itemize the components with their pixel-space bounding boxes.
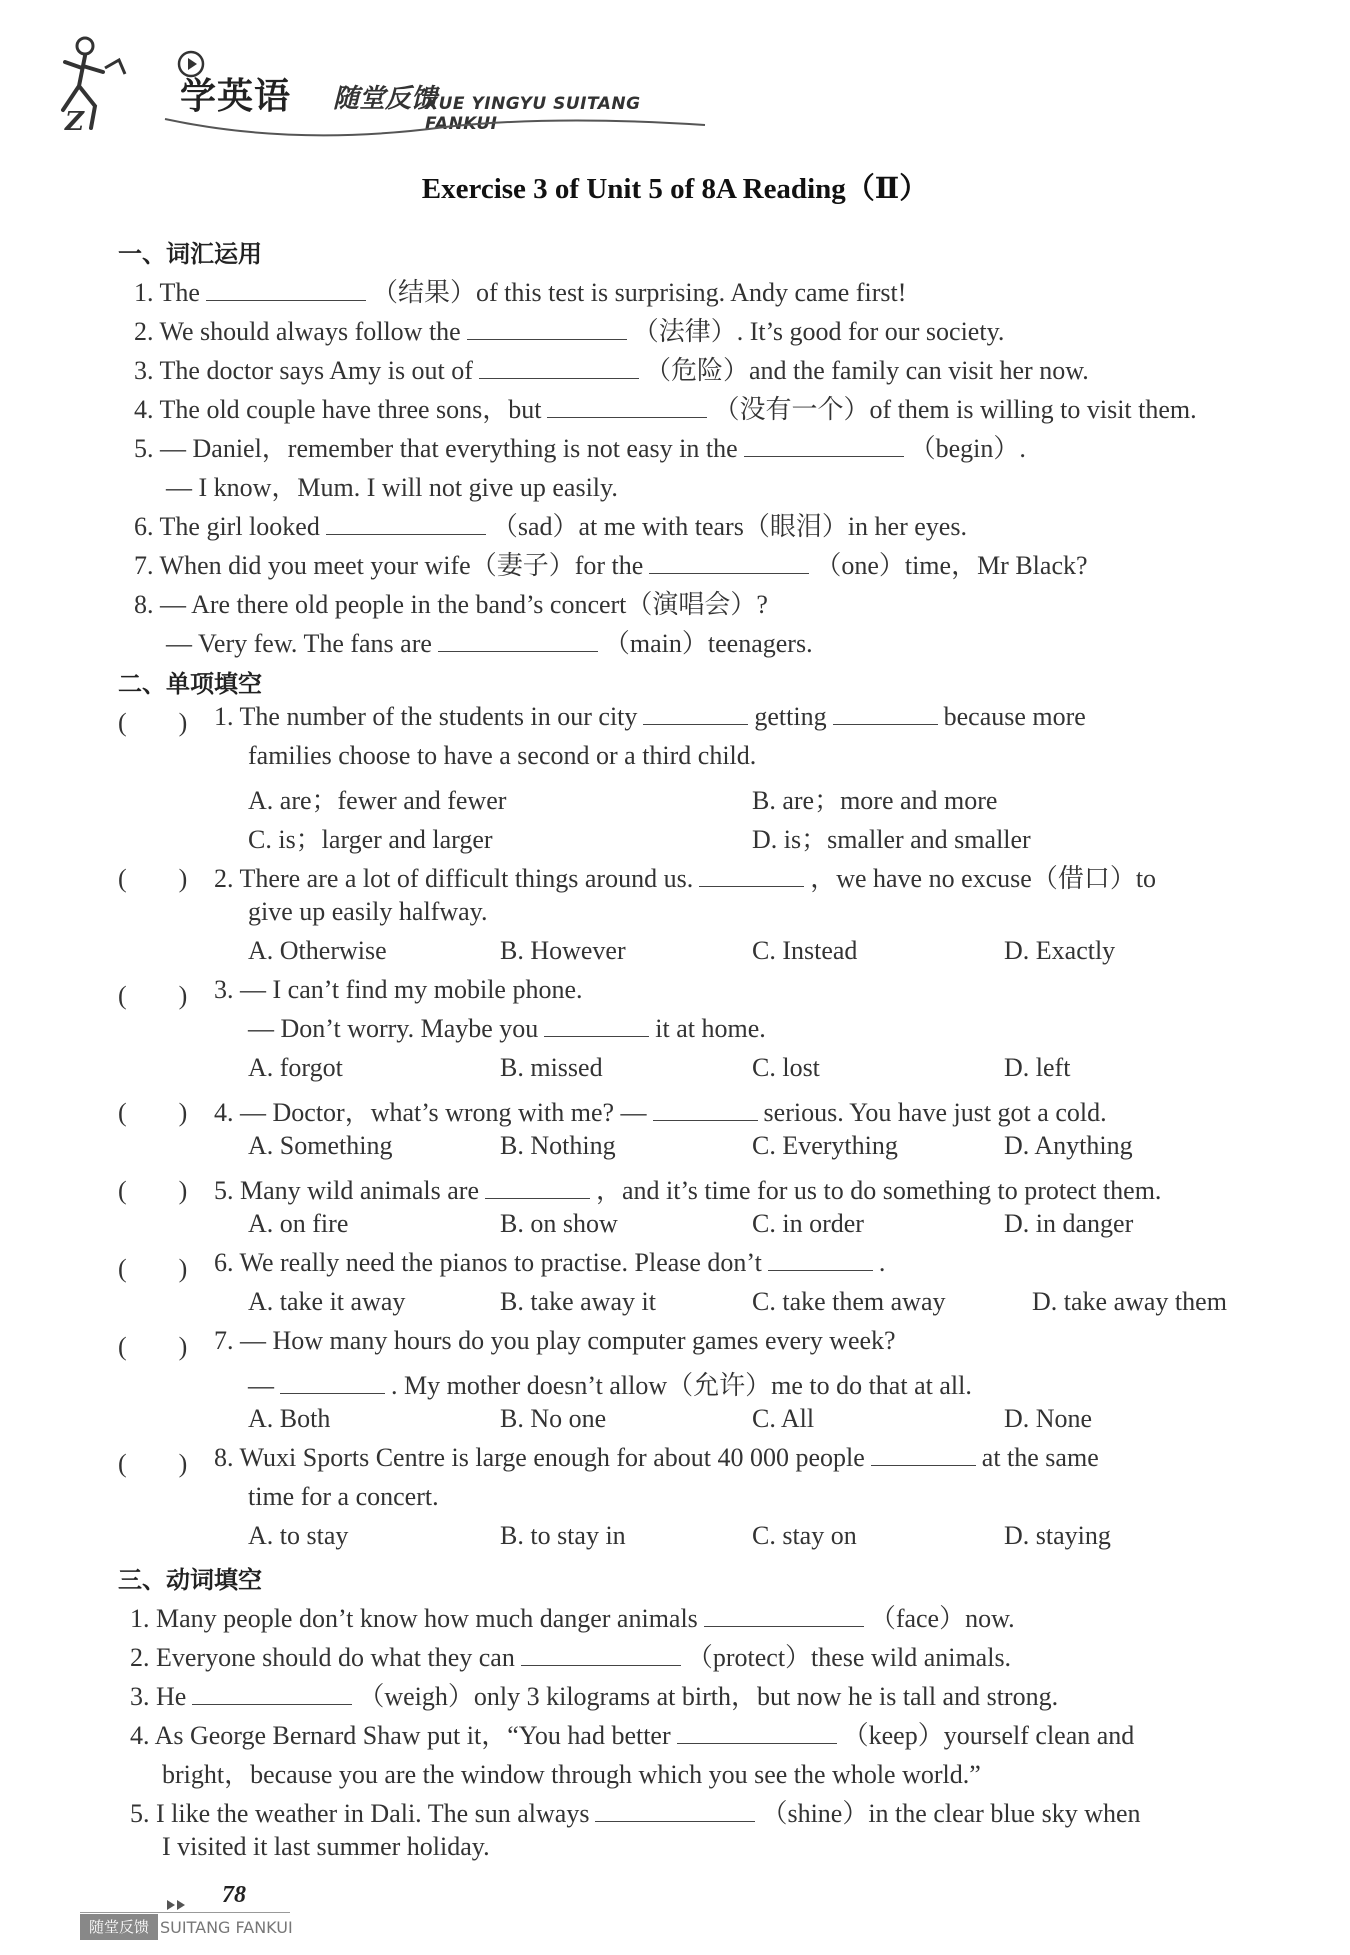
answer-blank[interactable]	[547, 395, 707, 418]
header-banner	[55, 22, 695, 132]
question-7: 7. — How many hours do you play computer games every week?	[214, 1326, 896, 1355]
answer-blank[interactable]	[643, 702, 748, 725]
footer-badge: 随堂反馈	[80, 1914, 158, 1940]
double-arrow-icon	[166, 1898, 188, 1912]
option-a[interactable]: A. Something	[248, 1131, 393, 1160]
answer-blank[interactable]	[326, 512, 486, 535]
answer-blank[interactable]	[479, 356, 639, 379]
question-8-cont: time for a concert.	[248, 1482, 439, 1511]
answer-blank[interactable]	[704, 1604, 864, 1627]
section1-heading: 一、词汇运用	[118, 240, 262, 268]
question-3-cont: — Don’t worry. Maybe you it at home.	[248, 1014, 766, 1043]
s1-item: 3. The doctor says Amy is out of （危险）and the family can visit her now.	[134, 356, 1089, 385]
answer-blank[interactable]	[595, 1799, 755, 1822]
option-d[interactable]: D. left	[1004, 1053, 1071, 1082]
footer-divider	[80, 1912, 290, 1913]
answer-bracket[interactable]: ( )	[118, 864, 188, 893]
answer-blank[interactable]	[544, 1014, 649, 1037]
runner-icon	[55, 32, 150, 132]
answer-blank[interactable]	[833, 702, 938, 725]
footer-brand: SUITANG FANKUI	[160, 1918, 293, 1937]
option-d[interactable]: D. staying	[1004, 1521, 1111, 1550]
question-2-cont: give up easily halfway.	[248, 897, 488, 926]
option-d[interactable]: D. Anything	[1004, 1131, 1133, 1160]
s1-item: — I know，Mum. I will not give up easily.	[166, 473, 618, 502]
s1-item: 6. The girl looked （sad）at me with tears（眼泪）in her eyes.	[134, 512, 967, 541]
s1-item: — Very few. The fans are （main）teenagers.	[166, 629, 813, 658]
option-c[interactable]: C. is；larger and larger	[248, 825, 493, 854]
header-swoosh	[155, 117, 715, 147]
question-7-cont: — . My mother doesn’t allow（允许）me to do that at all.	[248, 1371, 972, 1400]
section3-heading: 三、动词填空	[118, 1566, 262, 1594]
question-2: 2. There are a lot of difficult things around us. ，we have no excuse（借口）to	[214, 864, 1157, 893]
s3-item: bright，because you are the window through which you see the whole world.”	[162, 1760, 981, 1789]
option-d[interactable]: D. is；smaller and smaller	[752, 825, 1031, 854]
question-5: 5. Many wild animals are ，and it’s time for us to do something to protect them.	[214, 1176, 1162, 1205]
option-a[interactable]: A. take it away	[248, 1287, 406, 1316]
option-b[interactable]: B. on show	[500, 1209, 618, 1238]
page-title: Exercise 3 of Unit 5 of 8A Reading（Ⅱ）	[421, 173, 929, 205]
option-b[interactable]: B. missed	[500, 1053, 603, 1082]
option-b[interactable]: B. Nothing	[500, 1131, 616, 1160]
page-number: 78	[222, 1882, 246, 1908]
option-d[interactable]: D. None	[1004, 1404, 1093, 1433]
option-c[interactable]: C. in order	[752, 1209, 864, 1238]
answer-blank[interactable]	[467, 317, 627, 340]
answer-blank[interactable]	[521, 1643, 681, 1666]
option-a[interactable]: A. to stay	[248, 1521, 349, 1550]
s1-item: 1. The （结果）of this test is surprising. Andy came first!	[134, 278, 907, 307]
option-a[interactable]: A. Both	[248, 1404, 331, 1433]
option-d[interactable]: D. take away them	[1032, 1287, 1227, 1316]
option-a[interactable]: A. forgot	[248, 1053, 343, 1082]
s3-item: 5. I like the weather in Dali. The sun always （shine）in the clear blue sky when	[130, 1799, 1141, 1828]
s3-item: 2. Everyone should do what they can （protect）these wild animals.	[130, 1643, 1012, 1672]
option-b[interactable]: B. are；more and more	[752, 786, 998, 815]
option-a[interactable]: A. Otherwise	[248, 936, 387, 965]
s1-item: 8. — Are there old people in the band’s concert（演唱会）?	[134, 590, 768, 619]
answer-bracket[interactable]: ( )	[118, 1332, 188, 1361]
s3-item: 1. Many people don’t know how much danger animals （face）now.	[130, 1604, 1015, 1633]
option-b[interactable]: B. However	[500, 936, 626, 965]
answer-blank[interactable]	[653, 1098, 758, 1121]
answer-blank[interactable]	[744, 434, 904, 457]
option-d[interactable]: D. in danger	[1004, 1209, 1134, 1238]
option-b[interactable]: B. No one	[500, 1404, 607, 1433]
s1-item: 4. The old couple have three sons，but （没有一个）of them is willing to visit them.	[134, 395, 1197, 424]
answer-blank[interactable]	[768, 1248, 873, 1271]
answer-blank[interactable]	[192, 1682, 352, 1705]
answer-blank[interactable]	[280, 1371, 385, 1394]
answer-bracket[interactable]: ( )	[118, 1176, 188, 1205]
brand-main: 学英语	[180, 76, 292, 117]
option-a[interactable]: A. on fire	[248, 1209, 349, 1238]
s3-item: I visited it last summer holiday.	[162, 1832, 490, 1861]
answer-bracket[interactable]: ( )	[118, 981, 188, 1010]
option-b[interactable]: B. take away it	[500, 1287, 656, 1316]
answer-bracket[interactable]: ( )	[118, 1098, 188, 1127]
option-a[interactable]: A. are；fewer and fewer	[248, 786, 507, 815]
answer-blank[interactable]	[871, 1443, 976, 1466]
s1-item: 7. When did you meet your wife（妻子）for the （one）time，Mr Black?	[134, 551, 1088, 580]
option-c[interactable]: C. lost	[752, 1053, 820, 1082]
option-c[interactable]: C. All	[752, 1404, 815, 1433]
answer-bracket[interactable]: ( )	[118, 708, 188, 737]
question-1: 1. The number of the students in our city getting because more	[214, 702, 1086, 731]
question-6: 6. We really need the pianos to practise. Please don’t .	[214, 1248, 886, 1277]
question-4: 4. — Doctor，what’s wrong with me? — serious. You have just got a cold.	[214, 1098, 1107, 1127]
svg-text:Z: Z	[65, 107, 84, 132]
answer-bracket[interactable]: ( )	[118, 1254, 188, 1283]
s3-item: 4. As George Bernard Shaw put it，“You had better （keep）yourself clean and	[130, 1721, 1135, 1750]
answer-blank[interactable]	[649, 551, 809, 574]
option-c[interactable]: C. stay on	[752, 1521, 857, 1550]
brand-pinyin: XUE YINGYU SUITANG FANKUI	[425, 94, 641, 134]
answer-bracket[interactable]: ( )	[118, 1449, 188, 1478]
answer-blank[interactable]	[677, 1721, 837, 1744]
question-1-cont: families choose to have a second or a third child.	[248, 741, 757, 770]
brand-script: 随堂反馈	[333, 84, 438, 114]
s1-item: 5. — Daniel，remember that everything is not easy in the （begin）.	[134, 434, 1026, 463]
option-b[interactable]: B. to stay in	[500, 1521, 626, 1550]
option-c[interactable]: C. take them away	[752, 1287, 946, 1316]
answer-blank[interactable]	[206, 278, 366, 301]
s1-item: 2. We should always follow the （法律）. It’s good for our society.	[134, 317, 1005, 346]
option-c[interactable]: C. Everything	[752, 1131, 898, 1160]
answer-blank[interactable]	[485, 1176, 590, 1199]
answer-blank[interactable]	[699, 864, 804, 887]
s3-item: 3. He （weigh）only 3 kilograms at birth，but now he is tall and strong.	[130, 1682, 1059, 1711]
option-d[interactable]: D. Exactly	[1004, 936, 1116, 965]
question-3: 3. — I can’t find my mobile phone.	[214, 975, 583, 1004]
section2-heading: 二、单项填空	[118, 670, 262, 698]
question-8: 8. Wuxi Sports Centre is large enough for about 40 000 people at the same	[214, 1443, 1099, 1472]
option-c[interactable]: C. Instead	[752, 936, 858, 965]
answer-blank[interactable]	[438, 629, 598, 652]
